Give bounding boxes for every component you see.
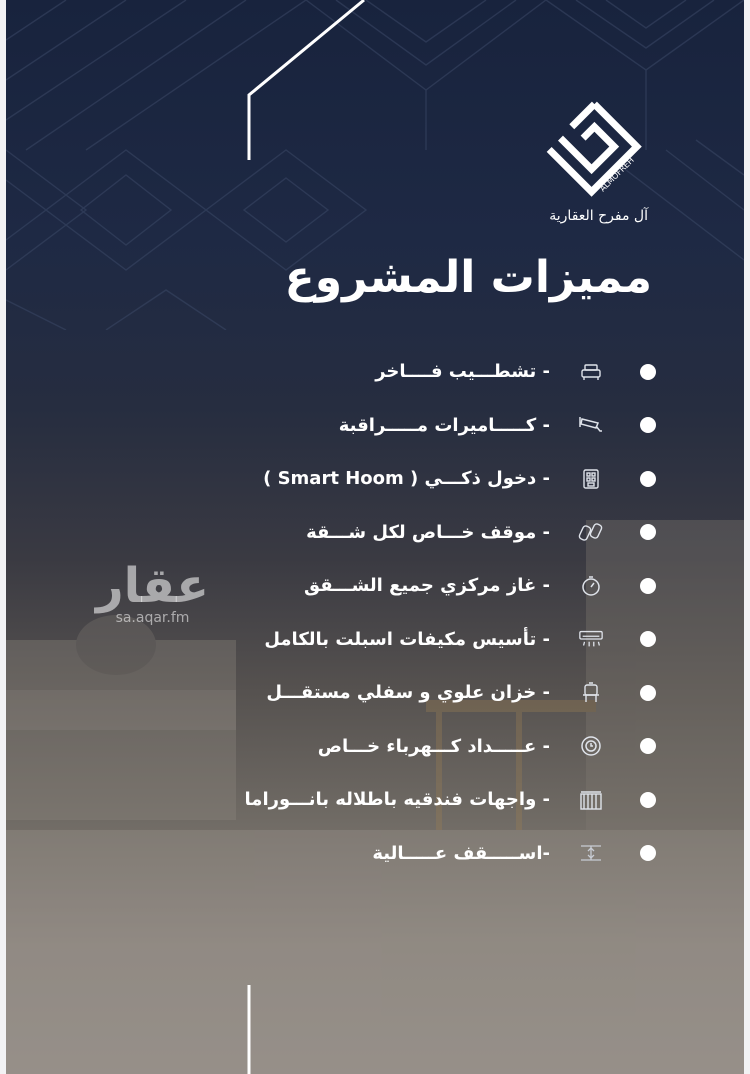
air-conditioner-icon [578,626,604,652]
feature-text: - تأسيس مكيفات اسبلت بالكامل [264,628,550,650]
feature-text: -اســـــقف عـــــالية [372,842,550,864]
parking-cars-icon [578,519,604,545]
right-page-edge [744,0,750,1074]
brand-caption: آل مفرح العقارية [549,208,648,224]
list-item [226,773,656,827]
almofreh-logo [533,88,653,208]
list-item [226,452,656,506]
feature-text: - خزان علوي و سفلي مستقـــل [266,682,550,704]
bullet-dot [640,845,656,861]
list-item [226,399,656,453]
cctv-camera-icon [578,412,604,438]
ceiling-icon [578,840,604,866]
feature-text: - واجهات فندقيه باطلاله بانـــوراما [244,789,550,811]
feature-text: - عـــــداد كـــهرباء خـــاص [317,735,550,757]
bullet-dot [640,738,656,754]
list-item [226,559,656,613]
list-item [226,827,656,881]
gas-gauge-icon [578,573,604,599]
bullet-dot [640,631,656,647]
watermark-logo-text: عقار [96,558,209,614]
water-tank-icon [578,680,604,706]
bullet-dot [640,685,656,701]
feature-text: - غاز مركزي جميع الشـــقق [303,575,550,597]
left-page-edge [0,0,6,1074]
svg-text:ALMOFREH: ALMOFREH [598,155,636,194]
page-title: مميزات المشروع [284,252,652,303]
watermark-url: sa.aqar.fm [115,610,190,626]
building-facade-icon [578,787,604,813]
bullet-dot [640,524,656,540]
list-item [226,506,656,560]
list-item [226,720,656,774]
list-item [226,613,656,667]
list-item [226,345,656,399]
bullet-dot [640,578,656,594]
feature-text: - تشطـــيب فــــاخر [375,361,550,383]
feature-text: - موقف خـــاص لكل شـــقة [306,521,550,543]
poster [6,0,744,1074]
smart-lock-icon [578,466,604,492]
features-list [226,345,656,880]
feature-text: - دخول ذكـــي ( Smart Hoom ) [263,468,550,490]
electric-meter-icon [578,733,604,759]
sofa-icon [578,359,604,385]
bullet-dot [640,417,656,433]
feature-text: - كـــــاميرات مـــــراقبة [338,414,550,436]
bullet-dot [640,471,656,487]
bullet-dot [640,792,656,808]
aqar-watermark [96,560,209,626]
bullet-dot [640,364,656,380]
list-item [226,666,656,720]
